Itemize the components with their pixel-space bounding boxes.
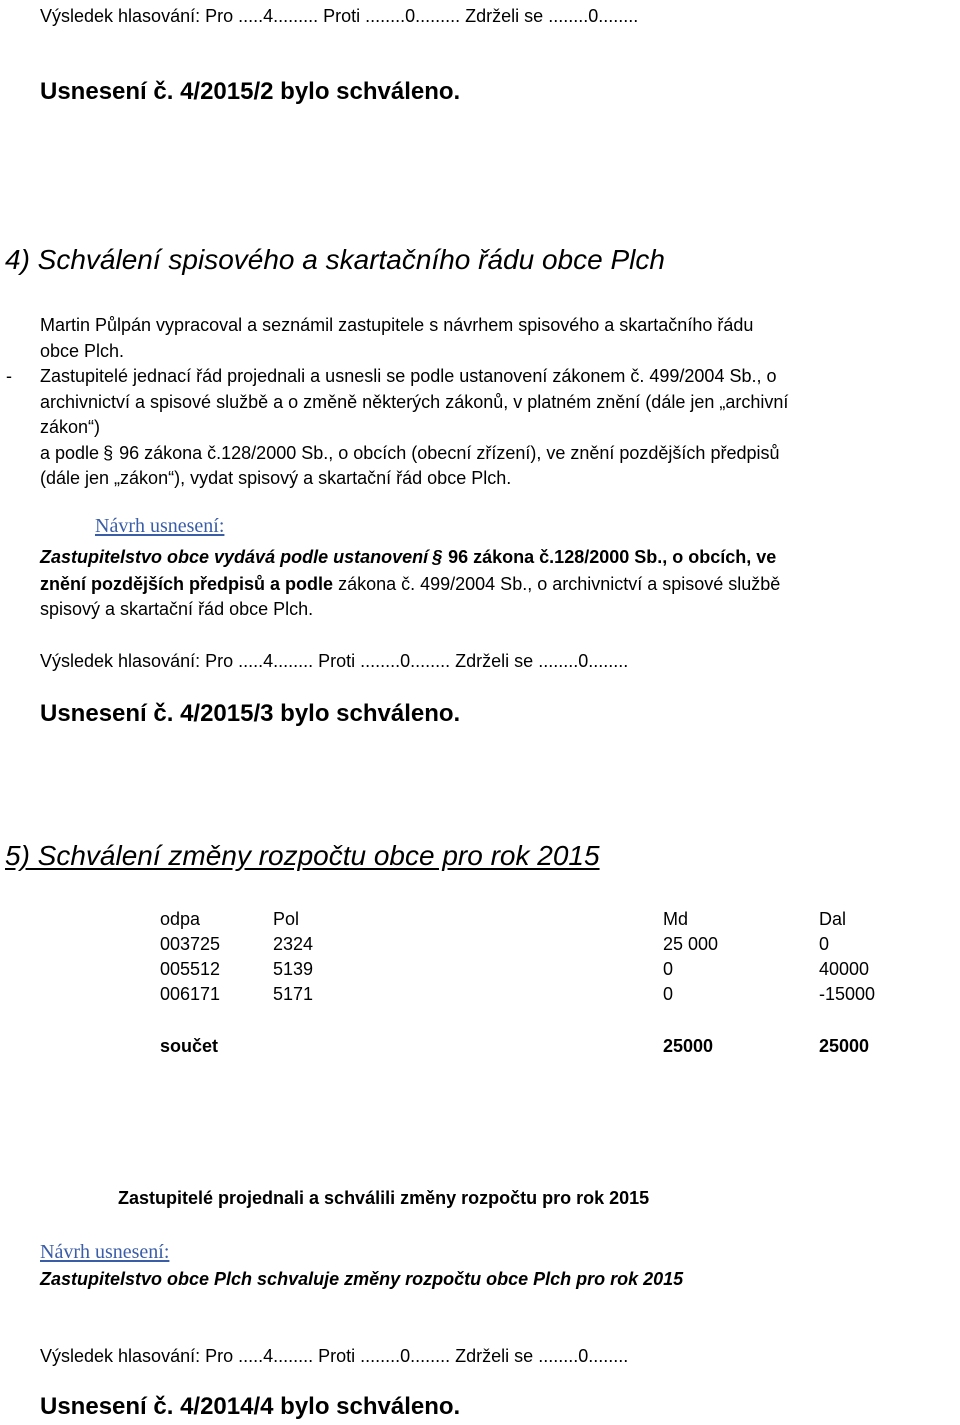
section-5-heading: 5) Schválení změny rozpočtu obce pro rok 2015	[5, 840, 600, 871]
section-4-line-4: archivnictví a spisové službě a o změně některých zákonů, v platném znění (dále jen „archivní	[40, 392, 789, 412]
section-4-line-5: zákon“)	[40, 417, 101, 437]
proposal-4-line-2b: zákona č. 499/2004 Sb., o archivnictví a spisové službě	[338, 574, 781, 594]
total-label: součet	[160, 1036, 219, 1056]
header-pol: Pol	[273, 909, 300, 929]
cell-md: 0	[663, 959, 674, 979]
vote-result-2: Výsledek hlasování: Pro .....4........ Proti ........0........ Zdrželi se ........0........	[40, 651, 629, 671]
vote-result-1: Výsledek hlasování: Pro .....4......... Proti ........0......... Zdrželi se ........0........	[40, 6, 639, 26]
table-row	[160, 957, 900, 982]
bullet-dash: -	[6, 366, 12, 386]
cell-dal: 40000	[819, 959, 870, 979]
resolution-2: Usnesení č. 4/2015/3 bylo schváleno.	[40, 700, 461, 727]
proposal-4-line-2	[40, 573, 780, 595]
cell-pol: 5139	[273, 959, 314, 979]
proposal-4-line-1a: Zastupitelstvo obce vydává podle ustanovení	[40, 547, 429, 567]
resolution-1: Usnesení č. 4/2015/2 bylo schváleno.	[40, 78, 461, 105]
table-total-row	[160, 1034, 900, 1059]
proposal-label-2: Návrh usnesení:	[40, 1241, 170, 1263]
total-dal: 25000	[819, 1036, 870, 1056]
cell-pol: 2324	[273, 934, 314, 954]
resolution-3: Usnesení č. 4/2014/4 bylo schváleno.	[40, 1393, 461, 1420]
proposal-4-line-2a: znění pozdějších předpisů a podle	[40, 574, 334, 594]
total-md: 25000	[663, 1036, 714, 1056]
section-4-line-2: obce Plch.	[40, 341, 125, 361]
proposal-5: Zastupitelstvo obce Plch schvaluje změny rozpočtu obce Plch pro rok 2015	[40, 1269, 684, 1289]
cell-dal: 0	[819, 934, 830, 954]
cell-md: 25 000	[663, 934, 719, 954]
section-4-heading: 4) Schválení spisového a skartačního řádu obce Plch	[5, 244, 665, 275]
header-dal: Dal	[819, 909, 847, 929]
table-header-row	[160, 907, 900, 932]
cell-dal: -15000	[819, 984, 876, 1004]
header-md: Md	[663, 909, 689, 929]
proposal-4-line-1	[40, 546, 776, 568]
section-sign-icon: §	[103, 443, 114, 463]
cell-md: 0	[663, 984, 674, 1004]
section-5-statement: Zastupitelé projednali a schválili změny rozpočtu pro rok 2015	[118, 1188, 650, 1208]
header-odpa: odpa	[160, 909, 201, 929]
section-4-line-6	[40, 442, 780, 464]
cell-pol: 5171	[273, 984, 314, 1004]
line-6-prefix: a podle	[40, 443, 100, 463]
proposal-4-line-3: spisový a skartační řád obce Plch.	[40, 599, 314, 619]
proposal-label-1: Návrh usnesení:	[95, 515, 225, 537]
proposal-4-line-1b: 96 zákona č.128/2000 Sb., o obcích, ve	[448, 547, 777, 567]
cell-odpa: 006171	[160, 984, 221, 1004]
budget-table	[160, 907, 900, 1017]
vote-result-3: Výsledek hlasování: Pro .....4........ Proti ........0........ Zdrželi se ........0........	[40, 1346, 629, 1366]
cell-odpa: 005512	[160, 959, 221, 979]
section-4-line-7: (dále jen „zákon“), vydat spisový a skartační řád obce Plch.	[40, 468, 512, 488]
cell-odpa: 003725	[160, 934, 221, 954]
table-row	[160, 982, 900, 1007]
section-sign-icon: §	[432, 547, 443, 567]
table-row	[160, 932, 900, 957]
section-4-line-3: Zastupitelé jednací řád projednali a usnesli se podle ustanovení zákonem č. 499/2004 Sb., o	[40, 366, 777, 386]
line-6-suffix: 96 zákona č.128/2000 Sb., o obcích (obecní zřízení), ve znění pozdějších předpisů	[119, 443, 780, 463]
section-4-line-1: Martin Půlpán vypracoval a seznámil zastupitele s návrhem spisového a skartačního řádu	[40, 315, 754, 335]
